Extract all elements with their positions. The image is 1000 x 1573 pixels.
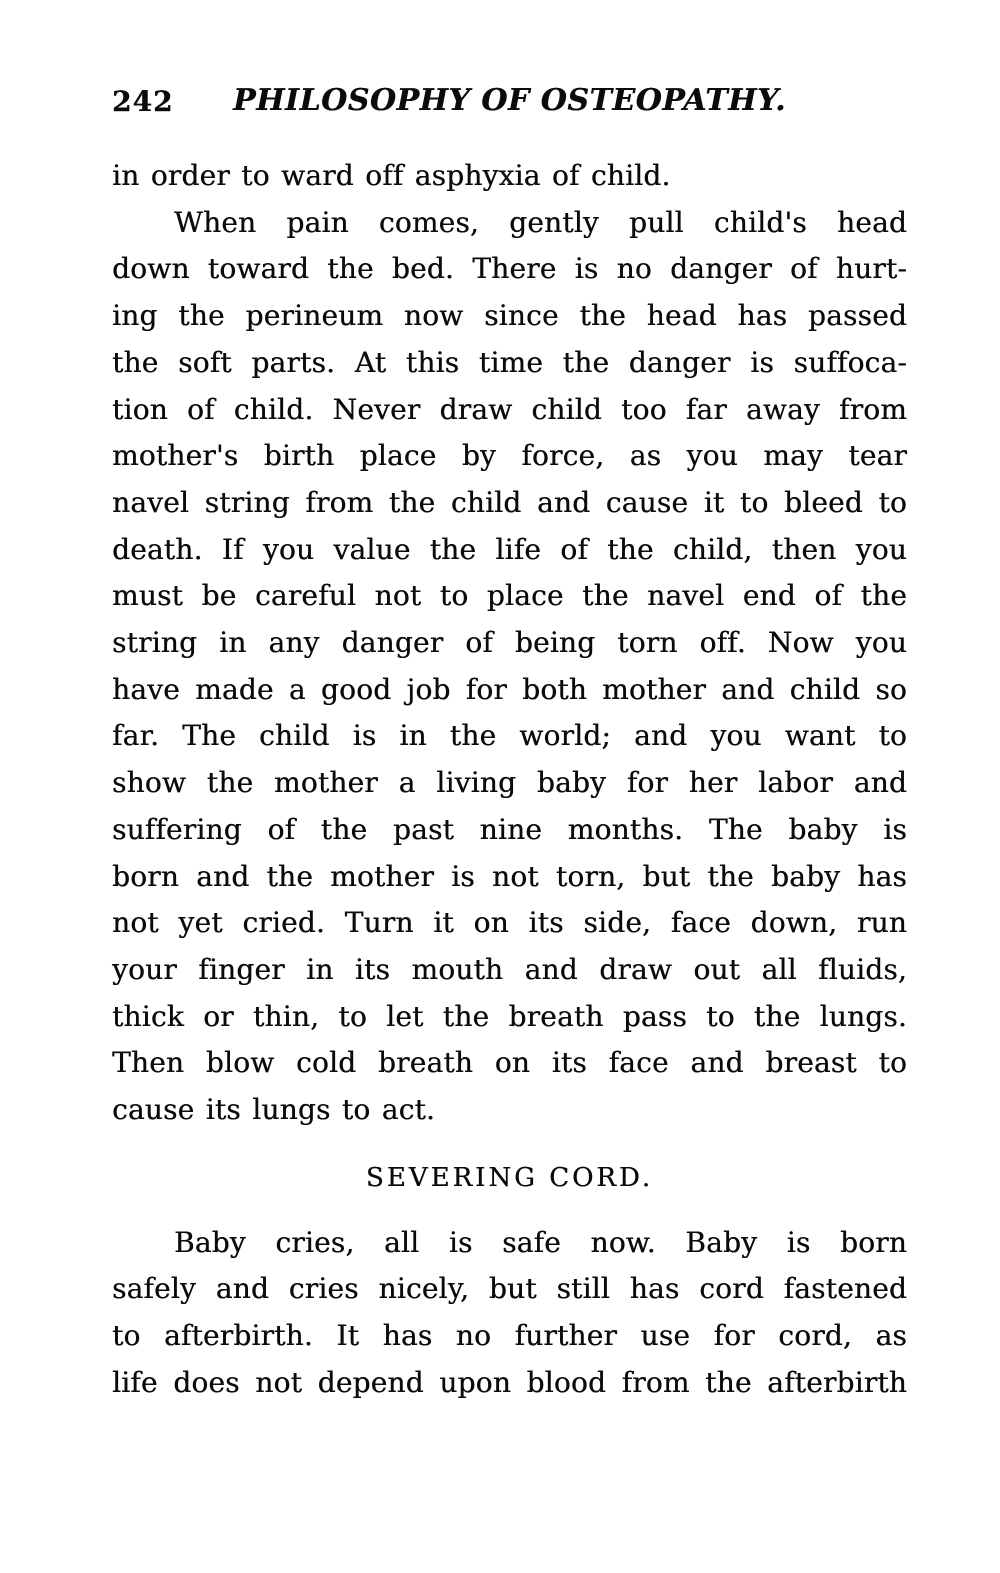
text-line: Then blow cold breath on its face and breast to [112, 1046, 907, 1080]
text-line: born and the mother is not torn, but the baby has [112, 859, 907, 893]
text-line: down toward the bed. There is no danger of hurt- [112, 252, 907, 286]
text-line: have made a good job for both mother and child so [112, 672, 907, 706]
text-line: safely and cries nicely, but still has cord fastened [112, 1272, 907, 1306]
text-line: your finger in its mouth and draw out all fluids, [112, 952, 907, 986]
page-number: 242 [112, 85, 174, 118]
text-line: must be careful not to place the navel end of the [112, 579, 907, 613]
text-line: in order to ward off asphyxia of child. [112, 159, 671, 192]
text-line: cause its lungs to act. [112, 1093, 436, 1127]
text-line: mother's birth place by force, as you may tear [112, 439, 907, 473]
text-line: death. If you value the life of the child, then you [112, 532, 907, 566]
running-title: PHILOSOPHY OF OSTEOPATHY. [233, 83, 786, 118]
page-header [112, 83, 907, 117]
text-line: show the mother a living baby for her labor and [112, 766, 907, 800]
text-line: not yet cried. Turn it on its side, face down, run [112, 906, 907, 940]
text-line: suffering of the past nine months. The baby is [112, 812, 907, 846]
paragraph-severing [112, 1220, 907, 1407]
text-line: far. The child is in the world; and you want to [112, 719, 907, 753]
paragraph-continued [112, 153, 907, 200]
text-line: tion of child. Never draw child too far away from [112, 392, 907, 426]
text-line: to afterbirth. It has no further use for cord, as [112, 1319, 907, 1353]
text-line: life does not depend upon blood from the afterbirth [112, 1365, 907, 1399]
text-line: When pain comes, gently pull child's head [174, 205, 907, 239]
text-line: the soft parts. At this time the danger is suffoca- [112, 345, 907, 379]
text-line: navel string from the child and cause it to bleed to [112, 485, 907, 519]
text-line: thick or thin, to let the breath pass to the lungs. [112, 999, 907, 1033]
page-body [112, 153, 907, 1407]
text-line: Baby cries, all is safe now. Baby is born [174, 1225, 907, 1259]
paragraph-delivery [112, 200, 907, 1134]
text-line: ing the perineum now since the head has passed [112, 299, 907, 333]
section-heading: SEVERING CORD. [365, 1162, 654, 1193]
text-line: string in any danger of being torn off. Now you [112, 626, 907, 660]
